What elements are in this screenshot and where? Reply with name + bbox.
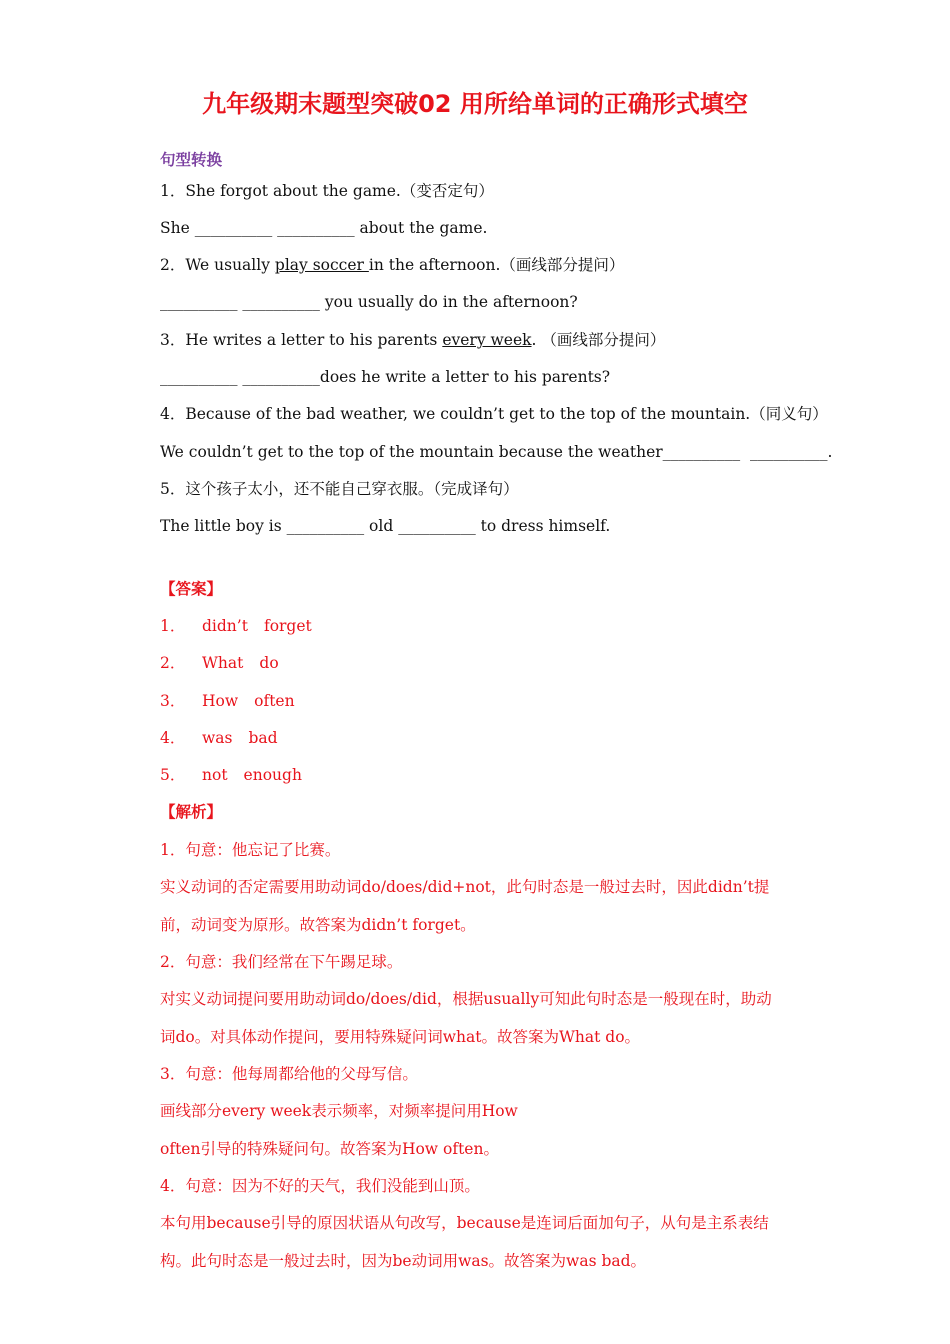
analysis-3-meaning: 3．句意：他每周都给他的父母写信。 bbox=[160, 1065, 418, 1083]
answer-word: forget bbox=[263, 617, 312, 635]
question-3-post: . （画线部分提问） bbox=[531, 331, 666, 349]
answer-word: was bbox=[202, 729, 233, 747]
analysis-2-meaning: 2．句意：我们经常在下午踢足球。 bbox=[160, 953, 403, 971]
answer-4 bbox=[160, 728, 278, 748]
analysis-heading: 【解析】 bbox=[160, 803, 223, 821]
answer-word: bad bbox=[248, 729, 278, 747]
analysis-2-line-1: 对实义动词提问要用助动词do/does/did，根据usually可知此句时态是一般现在时，助动 bbox=[160, 990, 772, 1008]
analysis-1-line-1: 实义动词的否定需要用助动词do/does/did+not，此句时态是一般过去时，因此didn’t提 bbox=[160, 878, 770, 896]
analysis-1-line-2: 前，动词变为原形。故答案为didn’t forget。 bbox=[160, 916, 476, 934]
answer-number: 3． bbox=[160, 692, 186, 710]
answer-2 bbox=[160, 653, 279, 673]
question-2-blank: __________ __________ you usually do in the afternoon? bbox=[160, 293, 578, 311]
answer-word: didn’t bbox=[202, 617, 248, 635]
answer-word: often bbox=[254, 692, 295, 710]
question-4: 4．Because of the bad weather, we couldn’t get to the top of the mountain.（同义句） bbox=[160, 405, 828, 423]
question-2-underlined: play soccer bbox=[274, 256, 369, 274]
question-5: 5．这个孩子太小，还不能自己穿衣服。（完成译句） bbox=[160, 480, 519, 498]
answer-5 bbox=[160, 765, 302, 785]
question-3-underlined: every week bbox=[442, 331, 532, 349]
analysis-4-meaning: 4．句意：因为不好的天气，我们没能到山顶。 bbox=[160, 1177, 480, 1195]
section-heading: 句型转换 bbox=[160, 151, 223, 169]
answer-word: How bbox=[202, 692, 239, 710]
analysis-4-line-1: 本句用because引导的原因状语从句改写，because是连词后面加句子，从句是主系表结 bbox=[160, 1214, 769, 1232]
answer-word: enough bbox=[243, 766, 302, 784]
answer-3 bbox=[160, 691, 295, 711]
question-2 bbox=[160, 255, 624, 275]
page-title: 九年级期末题型突破02 用所给单词的正确形式填空 bbox=[202, 90, 748, 118]
analysis-4-line-2: 构。此句时态是一般过去时，因为be动词用was。故答案为was bad。 bbox=[160, 1252, 647, 1270]
question-2-post: in the afternoon.（画线部分提问） bbox=[368, 256, 625, 274]
answer-word: do bbox=[259, 654, 279, 672]
analysis-1-meaning: 1．句意：他忘记了比赛。 bbox=[160, 841, 341, 859]
question-1: 1．She forgot about the game.（变否定句） bbox=[160, 182, 494, 200]
question-3 bbox=[160, 330, 665, 350]
question-3-pre: 3．He writes a letter to his parents bbox=[160, 331, 443, 349]
question-4-blank: We couldn’t get to the top of the mountain because the weather__________ __________. bbox=[160, 443, 833, 461]
answer-number: 1． bbox=[160, 617, 186, 635]
question-1-blank: She __________ __________ about the game. bbox=[160, 219, 488, 237]
answer-number: 2． bbox=[160, 654, 186, 672]
answer-1 bbox=[160, 616, 312, 636]
analysis-3-line-1: 画线部分every week表示频率，对频率提问用How bbox=[160, 1102, 518, 1120]
answer-word: What bbox=[202, 654, 244, 672]
analysis-3-line-2: often引导的特殊疑问句。故答案为How often。 bbox=[160, 1140, 499, 1158]
question-5-blank: The little boy is __________ old __________ to dress himself. bbox=[160, 517, 611, 535]
answer-number: 5． bbox=[160, 766, 186, 784]
question-3-blank: __________ __________does he write a letter to his parents? bbox=[160, 368, 611, 386]
answer-number: 4． bbox=[160, 729, 186, 747]
question-2-pre: 2．We usually bbox=[160, 256, 275, 274]
analysis-2-line-2: 词do。对具体动作提问，要用特殊疑问词what。故答案为What do。 bbox=[160, 1028, 641, 1046]
answer-heading: 【答案】 bbox=[160, 580, 223, 598]
answer-word: not bbox=[202, 766, 228, 784]
